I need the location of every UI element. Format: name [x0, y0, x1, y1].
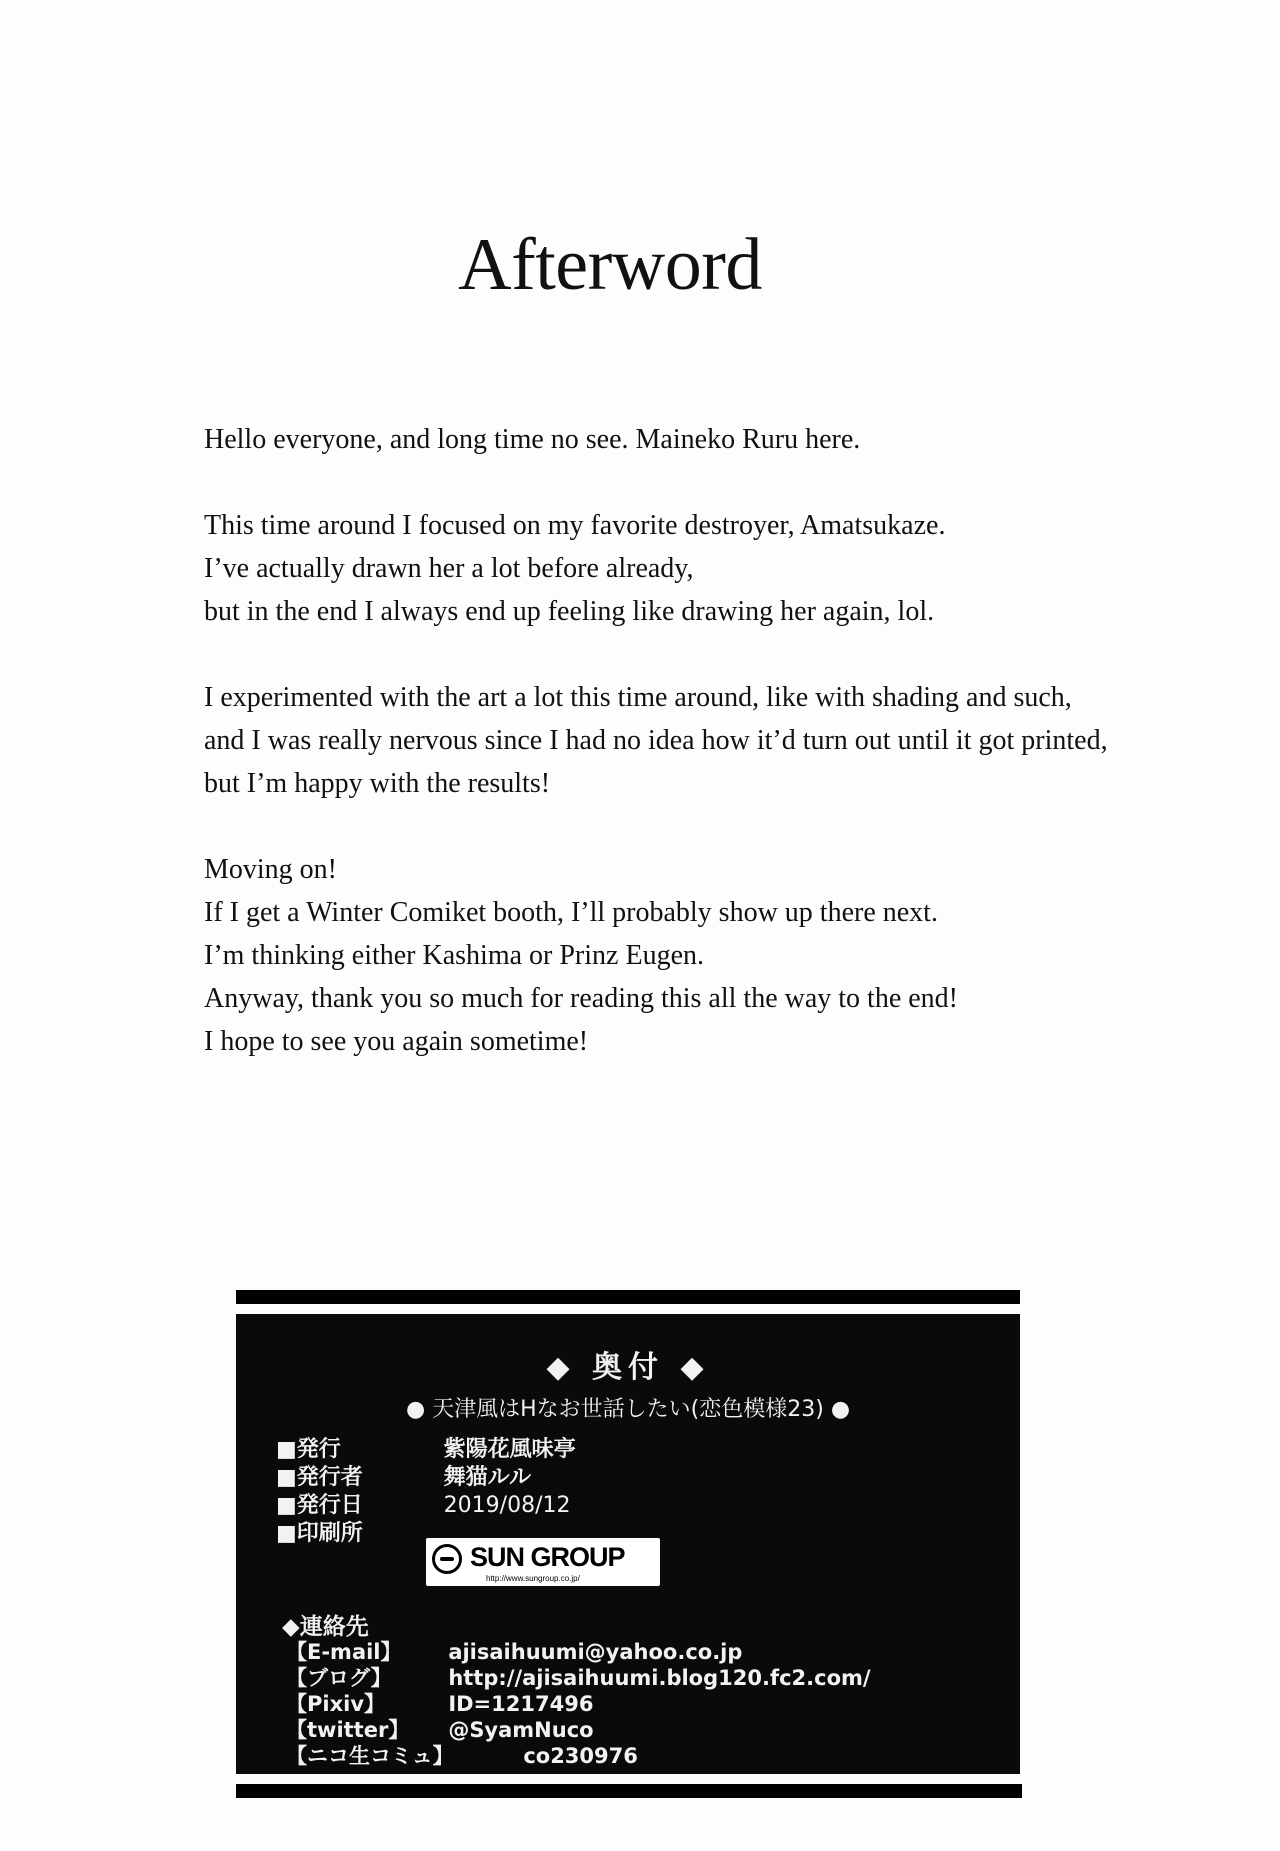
row-value: 2019/08/12 [443, 1493, 571, 1518]
page-title: Afterword [458, 224, 762, 306]
contact-key: 【twitter】 [286, 1718, 410, 1742]
contact-value: ajisaihuumi@yahoo.co.jp [448, 1640, 743, 1664]
colophon [236, 1290, 1020, 1798]
printer-row [276, 1516, 436, 1547]
text-line: If I get a Winter Comiket booth, I’ll probably show up there next. [204, 897, 938, 928]
row-key: ■印刷所 [276, 1521, 363, 1546]
contact-key: 【ニコ生コミュ】 [286, 1744, 454, 1768]
author-row [276, 1460, 531, 1491]
row-key: ■発行者 [276, 1465, 363, 1490]
paragraph-2 [204, 504, 1204, 633]
text-line: and I was really nervous since I had no idea how it’d turn out until it got printed, [204, 725, 1108, 756]
row-value: 舞猫ルル [443, 1465, 532, 1490]
contact-value: http://ajisaihuumi.blog120.fc2.com/ [448, 1666, 871, 1690]
paragraph-4 [204, 848, 1204, 1063]
contact-title: ◆連絡先 [282, 1614, 369, 1640]
colophon-box [236, 1314, 1020, 1774]
row-key: ■発行 [276, 1437, 341, 1462]
paragraph-gap [204, 805, 1204, 848]
contact-value: @SyamNuco [448, 1718, 594, 1742]
colophon-heading: ◆ 奥付 ◆ [546, 1350, 710, 1385]
contact-key: 【ブログ】 [286, 1666, 392, 1690]
text-line: but I’m happy with the results! [204, 768, 551, 799]
contact-value: co230976 [523, 1744, 638, 1768]
text-line: Hello everyone, and long time no see. Maineko Ruru here. [204, 424, 861, 455]
text-line: but in the end I always end up feeling like drawing her again, lol. [204, 596, 935, 627]
text-line: I’ve actually drawn her a lot before already, [204, 553, 694, 584]
row-value: 紫陽花風味亭 [443, 1437, 576, 1462]
printer-url: http://www.sungroup.co.jp/ [486, 1574, 580, 1583]
text-line: I’m thinking either Kashima or Prinz Eugen. [204, 940, 704, 971]
text-line: Anyway, thank you so much for reading this all the way to the end! [204, 983, 959, 1014]
colophon-subheading: ● 天津風はHなお世話したい(恋色模様23) ● [405, 1397, 851, 1422]
paragraph-gap [204, 461, 1204, 504]
row-key: ■発行日 [276, 1493, 363, 1518]
colophon-top-bar [236, 1290, 1020, 1304]
colophon-bottom-bar [236, 1784, 1022, 1798]
afterword-body [204, 418, 1204, 1063]
publisher-row [276, 1432, 576, 1463]
date-row [276, 1488, 570, 1519]
printer-logo [426, 1538, 660, 1586]
contact-row-niconico [286, 1740, 638, 1770]
contact-key: 【E-mail】 [286, 1640, 402, 1664]
printer-name: SUN GROUP [470, 1542, 625, 1572]
contact-value: ID=1217496 [448, 1692, 594, 1716]
paragraph-1 [204, 418, 1204, 461]
paragraph-gap [204, 633, 1204, 676]
sun-group-logo-icon [432, 1544, 462, 1574]
text-line: Moving on! [204, 854, 337, 885]
text-line: I experimented with the art a lot this time around, like with shading and such, [204, 682, 1072, 713]
paragraph-3 [204, 676, 1204, 805]
text-line: This time around I focused on my favorite destroyer, Amatsukaze. [204, 510, 946, 541]
contact-key: 【Pixiv】 [286, 1692, 386, 1716]
text-line: I hope to see you again sometime! [204, 1026, 589, 1057]
